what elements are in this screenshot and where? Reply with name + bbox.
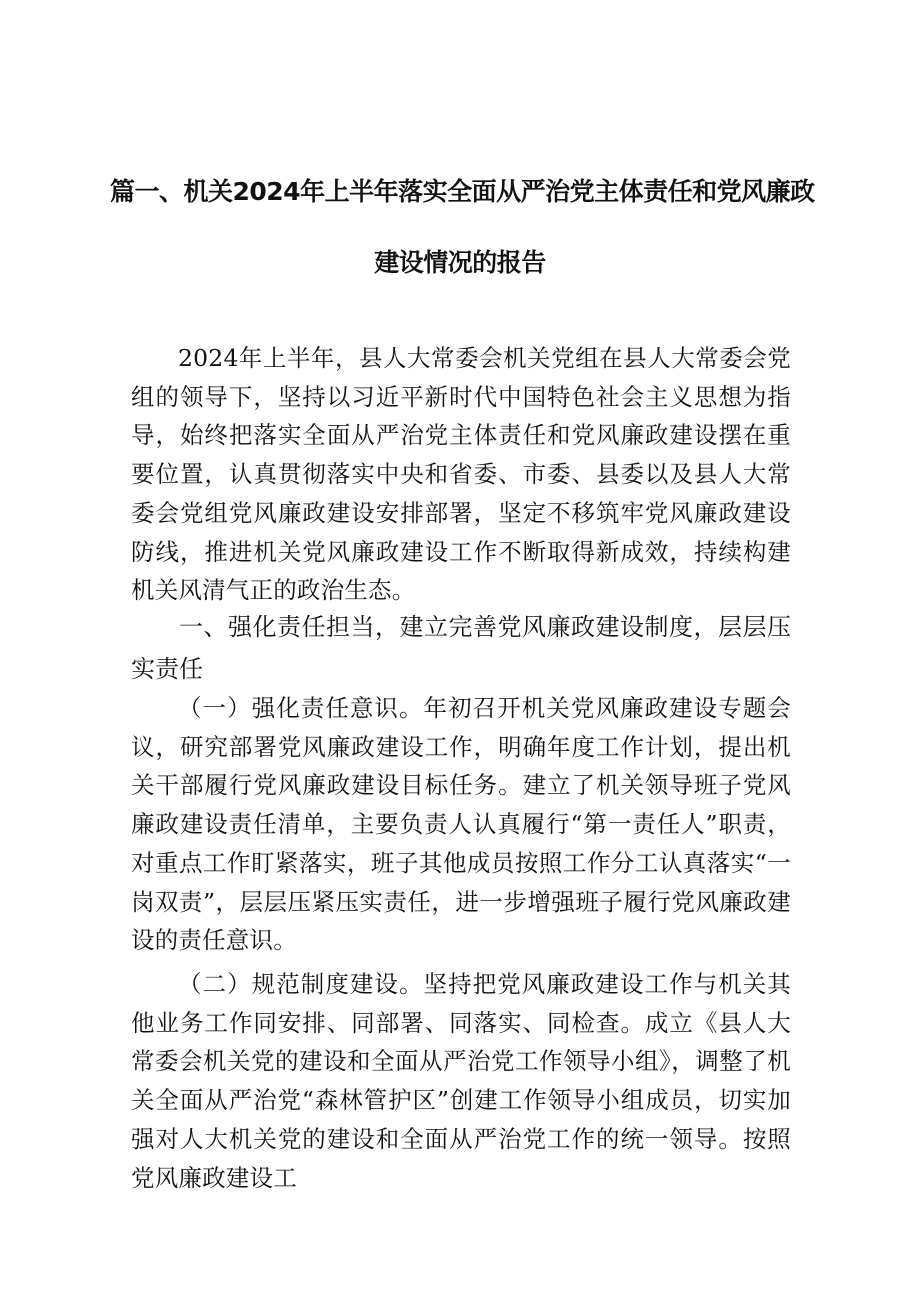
- section-1-paragraph-2: （二）规范制度建设。坚持把党风廉政建设工作与机关其他业务工作同安排、同部署、同落实、同检查。成立《县人大常委会机关党的建设和全面从严治党工作领导小组》，调整了机关全面从严治党“森林管护区”创建工作领导小组成员，切实加强对人大机关党的建设和全面从严治党工作的统一领导。按照党风廉政建设工: [131, 970, 791, 1192]
- document-title-line-1: 篇一、机关2024年上半年落实全面从严治党主体责任和党风廉政: [110, 177, 815, 206]
- intro-paragraph: 2024年上半年，县人大常委会机关党组在县人大常委会党组的领导下，坚持以习近平新时代中国特色社会主义思想为指导，始终把落实全面从严治党主体责任和党风廉政建设摆在重要位置，认真贯彻落实中央和省委、市委、县委以及县人大常委会党组党风廉政建设安排部署，坚定不移筑牢党风廉政建设防线，推进机关党风廉政建设工作不断取得新成效，持续构建机关风清气正的政治生态。: [131, 344, 791, 605]
- section-1-heading: 一、强化责任担当，建立完善党风廉政建设制度，层层压实责任: [131, 613, 791, 683]
- document-title-line-2: 建设情况的报告: [374, 248, 546, 277]
- section-1-paragraph-1: （一）强化责任意识。年初召开机关党风廉政建设专题会议，研究部署党风廉政建设工作，明确年度工作计划，提出机关干部履行党风廉政建设目标任务。建立了机关领导班子党风廉政建设责任清单，主要负责人认真履行“第一责任人”职责，对重点工作盯紧落实，班子其他成员按照工作分工认真落实“一岗双责”，层层压紧压实责任，进一步增强班子履行党风廉政建设的责任意识。: [131, 694, 791, 955]
